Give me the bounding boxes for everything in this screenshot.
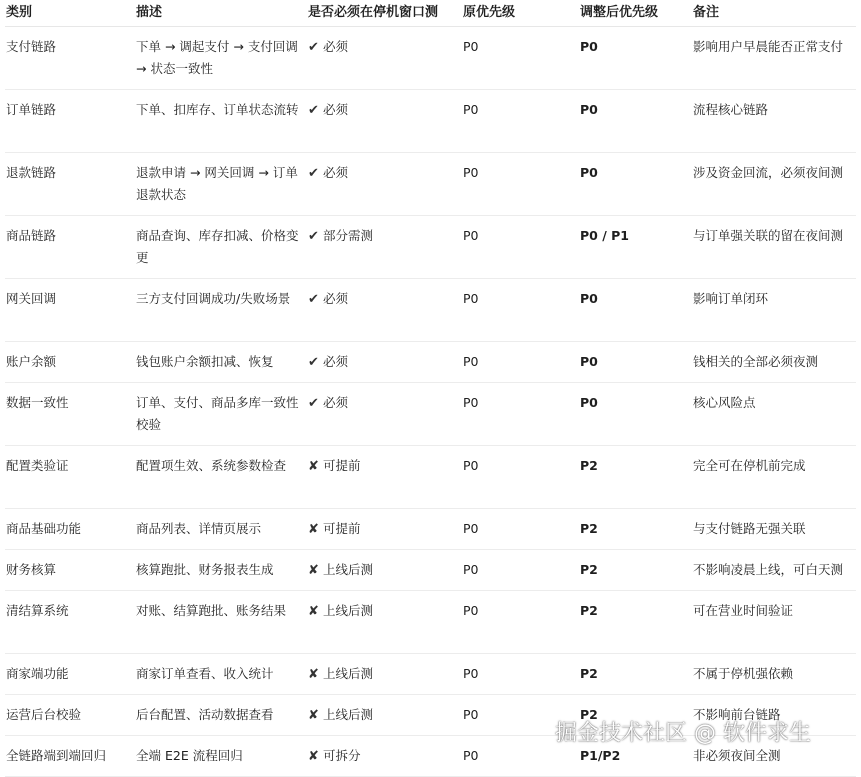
cell-category: 账户余额 [5, 342, 135, 383]
cell-description: 下单 → 调起支付 → 支付回调 → 状态一致性 [135, 27, 307, 90]
cell-original-priority: P0 [462, 216, 579, 279]
cell-note: 与订单强关联的留在夜间测 [692, 216, 856, 279]
cell-adjusted-priority: P0 [579, 279, 692, 342]
priority-table [5, 0, 856, 777]
table-row [5, 90, 856, 153]
cell-adjusted-priority: P2 [579, 695, 692, 736]
cell-adjusted-priority: P0 [579, 90, 692, 153]
watermark: 掘金技术社区 @ 软件求生 [555, 721, 811, 746]
cell-category: 支付链路 [5, 27, 135, 90]
cell-note: 可在营业时间验证 [692, 591, 856, 654]
required-label: 必须 [323, 102, 349, 117]
cell-adjusted-priority: P2 [579, 509, 692, 550]
cell-original-priority: P0 [462, 27, 579, 90]
required-label: 上线后测 [323, 666, 374, 681]
cell-description: 下单、扣库存、订单状态流转 [135, 90, 307, 153]
cell-adjusted-priority: P2 [579, 591, 692, 654]
cell-description: 配置项生效、系统参数检查 [135, 446, 307, 509]
required-label: 可提前 [323, 521, 361, 536]
cell-adjusted-priority: P0 [579, 342, 692, 383]
cell-note: 影响订单闭环 [692, 279, 856, 342]
header-required-in-window: 是否必须在停机窗口测 [307, 0, 462, 27]
cell-note: 不影响前台链路 [692, 695, 856, 736]
cell-required [307, 27, 462, 90]
check-icon: ✔ [308, 292, 319, 307]
cell-note: 与支付链路无强关联 [692, 509, 856, 550]
cell-original-priority: P0 [462, 383, 579, 446]
table-row [5, 153, 856, 216]
check-icon: ✔ [308, 355, 319, 370]
cell-original-priority: P0 [462, 591, 579, 654]
required-label: 必须 [323, 165, 349, 180]
check-icon: ✔ [308, 229, 319, 244]
header-original-priority: 原优先级 [462, 0, 579, 27]
cell-description: 商家订单查看、收入统计 [135, 654, 307, 695]
table-row [5, 550, 856, 591]
cell-required [307, 446, 462, 509]
cell-adjusted-priority: P2 [579, 550, 692, 591]
cell-category: 网关回调 [5, 279, 135, 342]
cell-note: 钱相关的全部必须夜测 [692, 342, 856, 383]
table-row [5, 216, 856, 279]
cell-category: 订单链路 [5, 90, 135, 153]
cell-original-priority: P0 [462, 446, 579, 509]
cell-required [307, 279, 462, 342]
cell-note: 非必须夜间全测 [692, 736, 856, 777]
cell-adjusted-priority: P2 [579, 654, 692, 695]
cell-required [307, 550, 462, 591]
cross-icon: ✘ [308, 563, 319, 578]
cell-category: 退款链路 [5, 153, 135, 216]
cell-note: 核心风险点 [692, 383, 856, 446]
cell-required [307, 736, 462, 777]
cell-required [307, 383, 462, 446]
required-label: 上线后测 [323, 603, 374, 618]
table-row [5, 279, 856, 342]
check-icon: ✔ [308, 166, 319, 181]
check-icon: ✔ [308, 396, 319, 411]
table-row [5, 27, 856, 90]
cell-required [307, 695, 462, 736]
cell-description: 订单、支付、商品多库一致性校验 [135, 383, 307, 446]
cell-description: 商品列表、详情页展示 [135, 509, 307, 550]
cell-description: 对账、结算跑批、账务结果 [135, 591, 307, 654]
table-row [5, 591, 856, 654]
cell-original-priority: P0 [462, 153, 579, 216]
check-icon: ✔ [308, 103, 319, 118]
required-label: 必须 [323, 395, 349, 410]
cell-adjusted-priority: P2 [579, 446, 692, 509]
cell-required [307, 90, 462, 153]
cell-note: 完全可在停机前完成 [692, 446, 856, 509]
cell-note: 不影响凌晨上线，可白天测 [692, 550, 856, 591]
cell-category: 商品基础功能 [5, 509, 135, 550]
required-label: 部分需测 [323, 228, 374, 243]
cell-required [307, 591, 462, 654]
cell-original-priority: P0 [462, 550, 579, 591]
cell-category: 财务核算 [5, 550, 135, 591]
cross-icon: ✘ [308, 749, 319, 764]
cell-description: 核算跑批、财务报表生成 [135, 550, 307, 591]
required-label: 必须 [323, 354, 349, 369]
cell-adjusted-priority: P1/P2 [579, 736, 692, 777]
cell-required [307, 509, 462, 550]
required-label: 上线后测 [323, 562, 374, 577]
cell-description: 全端 E2E 流程回归 [135, 736, 307, 777]
table-row [5, 654, 856, 695]
cell-category: 运营后台校验 [5, 695, 135, 736]
check-icon: ✔ [308, 40, 319, 55]
cell-original-priority: P0 [462, 654, 579, 695]
required-label: 上线后测 [323, 707, 374, 722]
cell-description: 钱包账户余额扣减、恢复 [135, 342, 307, 383]
cross-icon: ✘ [308, 708, 319, 723]
table-row [5, 446, 856, 509]
cell-adjusted-priority: P0 / P1 [579, 216, 692, 279]
header-note: 备注 [692, 0, 856, 27]
table-row [5, 509, 856, 550]
cell-original-priority: P0 [462, 695, 579, 736]
required-label: 必须 [323, 39, 349, 54]
cell-original-priority: P0 [462, 90, 579, 153]
header-description: 描述 [135, 0, 307, 27]
cell-original-priority: P0 [462, 736, 579, 777]
cell-description: 退款申请 → 网关回调 → 订单退款状态 [135, 153, 307, 216]
cell-note: 涉及资金回流，必须夜间测 [692, 153, 856, 216]
cell-category: 配置类验证 [5, 446, 135, 509]
cell-note: 流程核心链路 [692, 90, 856, 153]
cell-note: 不属于停机强依赖 [692, 654, 856, 695]
cross-icon: ✘ [308, 604, 319, 619]
cell-original-priority: P0 [462, 279, 579, 342]
required-label: 可拆分 [323, 748, 361, 763]
cell-required [307, 654, 462, 695]
cell-description: 后台配置、活动数据查看 [135, 695, 307, 736]
table-row [5, 383, 856, 446]
cell-description: 三方支付回调成功/失败场景 [135, 279, 307, 342]
cell-adjusted-priority: P0 [579, 383, 692, 446]
table-header-row [5, 0, 856, 27]
required-label: 可提前 [323, 458, 361, 473]
cell-adjusted-priority: P0 [579, 153, 692, 216]
cross-icon: ✘ [308, 459, 319, 474]
cell-category: 商品链路 [5, 216, 135, 279]
required-label: 必须 [323, 291, 349, 306]
cross-icon: ✘ [308, 522, 319, 537]
header-category: 类别 [5, 0, 135, 27]
cell-required [307, 342, 462, 383]
cell-description: 商品查询、库存扣减、价格变更 [135, 216, 307, 279]
cell-category: 清结算系统 [5, 591, 135, 654]
cell-category: 商家端功能 [5, 654, 135, 695]
cell-original-priority: P0 [462, 342, 579, 383]
cell-note: 影响用户早晨能否正常支付 [692, 27, 856, 90]
cross-icon: ✘ [308, 667, 319, 682]
header-adjusted-priority: 调整后优先级 [579, 0, 692, 27]
table-row [5, 342, 856, 383]
cell-category: 全链路端到端回归 [5, 736, 135, 777]
cell-required [307, 153, 462, 216]
cell-category: 数据一致性 [5, 383, 135, 446]
cell-adjusted-priority: P0 [579, 27, 692, 90]
cell-required [307, 216, 462, 279]
cell-original-priority: P0 [462, 509, 579, 550]
